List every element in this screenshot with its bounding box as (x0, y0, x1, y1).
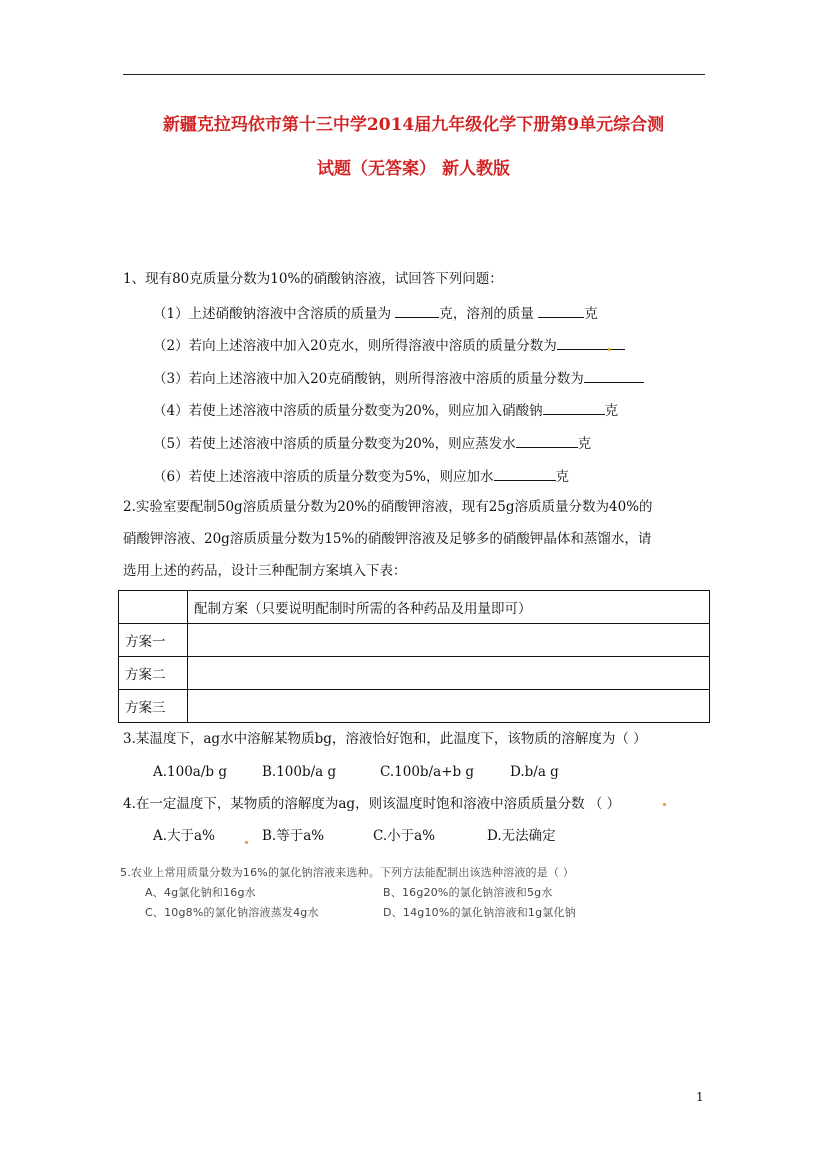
question-1-part-1 (153, 303, 598, 323)
question-4-option-b: B.等于a% (262, 828, 325, 844)
question-1-part-4 (153, 400, 618, 420)
question-2-line-2: 硝酸钾溶液、20g溶质质量分数为15%的硝酸钾溶液及足够多的硝酸钾晶体和蒸馏水，请 (123, 531, 652, 547)
plan-answer-cell[interactable] (188, 624, 710, 657)
question-1-part-3 (153, 368, 644, 388)
table-header-row (119, 591, 710, 624)
table-row (119, 624, 710, 657)
answer-blank[interactable] (557, 335, 625, 350)
answer-blank[interactable] (494, 466, 556, 481)
table-corner-cell (119, 591, 188, 624)
table-row (119, 690, 710, 723)
question-3-option-a: A.100a/b g (153, 764, 227, 780)
answer-blank[interactable] (543, 400, 605, 415)
ink-speck (245, 841, 248, 844)
ink-speck (608, 348, 611, 351)
question-1-part-2 (153, 335, 625, 355)
question-4-option-a: A.大于a% (153, 828, 215, 844)
question-1-stem: 1、现有80克质量分数为10%的硝酸钠溶液，试回答下列问题： (123, 271, 503, 287)
answer-blank[interactable] (516, 433, 578, 448)
part-1-text-c: 克 (584, 306, 598, 322)
part-6-text-b: 克 (555, 469, 570, 485)
document-title-line-1: 新疆克拉玛依市第十三中学2014届九年级化学下册第9单元综合测 (162, 115, 665, 135)
plan-label: 方案三 (119, 690, 188, 723)
question-3-stem: 3.某温度下，ag水中溶解某物质bg，溶液恰好饱和，此温度下，该物质的溶解度为（ ） (123, 731, 647, 747)
question-4-option-d: D.无法确定 (487, 828, 556, 844)
question-2-line-1: 2.实验室要配制50g溶质质量分数为20%的硝酸钾溶液，现有25g溶质质量分数为40%的 (123, 499, 653, 515)
question-5-stem: 5.农业上常用质量分数为16%的氯化钠溶液来选种。下列方法能配制出该选种溶液的是（ ） (120, 866, 575, 879)
ink-speck (663, 803, 666, 806)
part-1-text-b: 克，溶剂的质量 (439, 306, 539, 322)
question-2-line-3: 选用上述的药品，设计三种配制方案填入下表： (123, 563, 407, 579)
header-rule (123, 74, 705, 75)
table-row (119, 657, 710, 690)
question-5-option-d: D、14g10%的氯化钠溶液和1g氯化钠 (383, 906, 576, 919)
part-1-text-a: （1）上述硝酸钠溶液中含溶质的质量为 (153, 306, 396, 322)
answer-blank[interactable] (584, 368, 644, 383)
part-6-text-a: （6）若使上述溶液中溶质的质量分数变为5%，则应加水 (153, 469, 494, 485)
part-5-text-a: （5）若使上述溶液中溶质的质量分数变为20%，则应蒸发水 (153, 436, 516, 452)
table-header-cell: 配制方案（只要说明配制时所需的各种药品及用量即可） (188, 591, 710, 624)
answer-blank[interactable] (538, 303, 584, 318)
question-3-option-b: B.100b/a g (262, 764, 337, 780)
plan-label: 方案一 (119, 624, 188, 657)
part-3-text: （3）若向上述溶液中加入20克硝酸钠，则所得溶液中溶质的质量分数为 (153, 371, 584, 387)
question-3-option-c: C.100b/a+b g (380, 764, 475, 780)
plan-answer-cell[interactable] (188, 657, 710, 690)
question-1-part-6 (153, 466, 569, 486)
document-title-line-2: 试题（无答案） 新人教版 (317, 159, 510, 179)
preparation-plan-table (118, 590, 710, 723)
question-5-option-b: B、16g20%的氯化钠溶液和5g水 (383, 886, 553, 899)
question-4-option-c: C.小于a% (373, 828, 436, 844)
part-4-text-b: 克 (604, 403, 619, 419)
plan-answer-cell[interactable] (188, 690, 710, 723)
part-2-text: （2）若向上述溶液中加入20克水，则所得溶液中溶质的质量分数为 (153, 338, 557, 354)
question-5-option-a: A、4g氯化钠和16g水 (145, 886, 256, 899)
page-number: 1 (696, 1090, 704, 1104)
question-1-part-5 (153, 433, 591, 453)
question-4-stem: 4.在一定温度下，某物质的溶解度为ag，则该温度时饱和溶液中溶质质量分数 （ ） (123, 796, 621, 812)
question-3-option-d: D.b/a g (510, 764, 559, 780)
part-5-text-b: 克 (577, 436, 592, 452)
part-4-text-a: （4）若使上述溶液中溶质的质量分数变为20%，则应加入硝酸钠 (153, 403, 543, 419)
plan-label: 方案二 (119, 657, 188, 690)
question-5-option-c: C、10g8%的氯化钠溶液蒸发4g水 (145, 906, 319, 919)
answer-blank[interactable] (395, 303, 439, 318)
